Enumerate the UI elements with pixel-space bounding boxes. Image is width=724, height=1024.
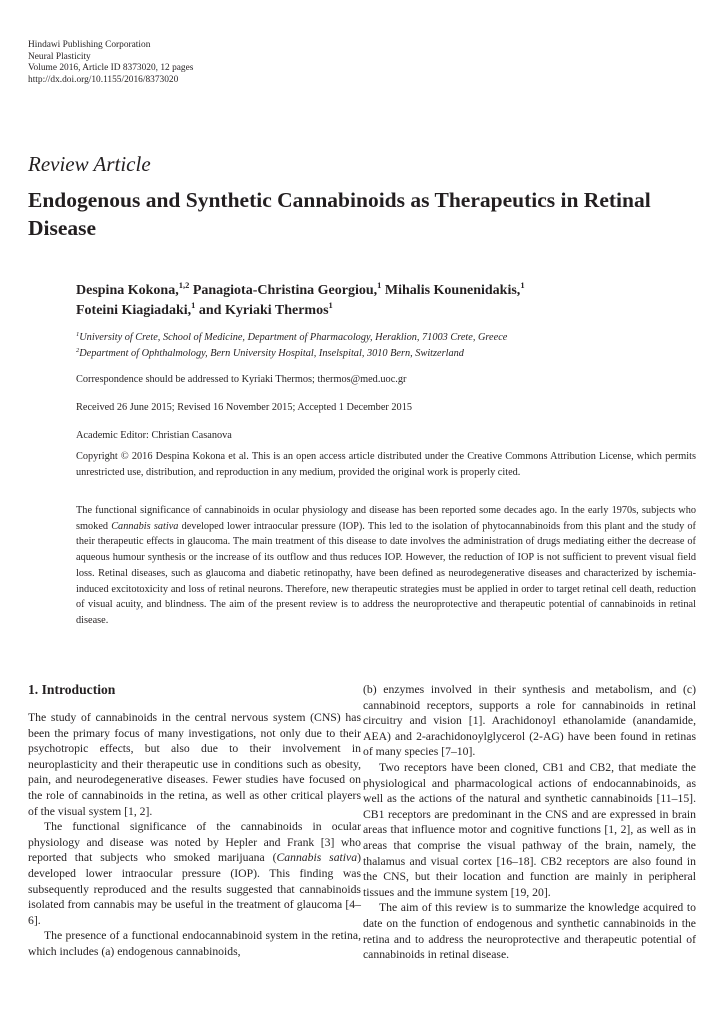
section-heading: 1. Introduction [28,682,116,697]
paper-title: Endogenous and Synthetic Cannabinoids as Therapeutics in Retinal Disease [28,188,651,240]
affiliations [76,330,696,361]
author-affil-mark: 1,2 [178,280,190,290]
body-paragraph: The study of cannabinoids in the central nervous system (CNS) has been the primary focus of many investigations, not only due to their psychotropic effects, but also due to their involvement in neuroplasticity and their therapeutic use in conditions such as obesity, pain, and neurodegenerative diseases. Fewer studies have focused on the role of cannabinoids in the retina, as well as other critical players of the visual system [1, 2]. [28,711,361,818]
author-name: and Kyriaki Thermos [195,303,329,318]
body-paragraph: The presence of a functional endocannabinoid system in the retina, which includes (a) endogenous cannabinoids, [28,929,361,958]
doi-link[interactable]: http://dx.doi.org/10.1155/2016/8373020 [28,74,179,85]
affiliation-2: $^2$Department of Ophthalmology, Bern University Hospital, Inselspital, 3010 Bern, Switzerland [76,346,464,359]
publisher-name: Hindawi Publishing Corporation [28,40,151,50]
journal-header [28,40,193,86]
author-name: Mihalis Kounenidakis, [381,283,521,298]
journal-name: Neural Plasticity [28,51,91,62]
body-paragraph: (b) enzymes involved in their synthesis and metabolism, and (c) cannabinoid receptors, supports a role for cannabinoids in retinal circuitry and vision [1]. Arachidonoyl ethanolamide (anandamide, AEA) and 2-arachidonoylglycerol (2-AG) have been found in retinas of many species [7–10]. [363,683,696,759]
author-affil-mark: 1 [377,280,382,290]
copyright-notice: Copyright © 2016 Despina Kokona et al. This is an open access article distributed under the Creative Commons Attribution License, which permits unrestricted use, distribution, and reproduction in any medium, provided the original work is properly cited. [76,451,696,478]
correspondence: Correspondence should be addressed to Kyriaki Thermos; thermos@med.uoc.gr [76,374,407,385]
author-name: Foteini Kiagiadaki, [76,303,192,318]
affiliation-1: $^1$University of Crete, School of Medicine, Department of Pharmacology, Heraklion, 71003 Crete, Greece [76,331,508,343]
academic-editor: Academic Editor: Christian Casanova [76,430,232,441]
body-paragraph: The functional significance of the cannabinoids in ocular physiology and disease was noted by Hepler and Frank [3] who reported that subjects who smoked marijuana (Cannabis sativa) developed lower intraocular pressure (IOP). This finding was subsequently reproduced and the results suggested that cannabinoids isolated from cannabis may be useful in the treatment of glaucoma [4–6]. [28,820,361,927]
species-name: Cannabis sativa [111,520,179,532]
volume-info: Volume 2016, Article ID 8373020, 12 pages [28,63,194,74]
dates: Received 26 June 2015; Revised 16 November 2015; Accepted 1 December 2015 [76,402,412,413]
body-column-left [28,682,361,960]
article-type: Review Article [28,152,151,176]
body-paragraph: The aim of this review is to summarize the knowledge acquired to date on the function of endogenous and synthetic cannabinoids in the retina and to address the neuroprotective and therapeutic potential of cannabinoids in retinal disease. [363,901,696,962]
body-paragraph: Two receptors have been cloned, CB1 and CB2, that mediate the physiological and pharmacological actions of endocannabinoids, as well as the actions of the natural and synthetic cannabinoids [11–15]. CB1 receptors are predominant in the CNS and are expressed in brain areas that influence motor and cognitive functions [1, 2], as well as in areas that comprise the visual pathway of the brain, namely, the thalamus and visual cortex [16–18]. CB2 receptors are also found in the CNS, but their location and function are mainly in peripheral tissues and the immune system [19, 20]. [363,760,696,899]
author-name: Panagiota-Christina Georgiou, [189,283,378,298]
abstract: The functional significance of cannabinoids in ocular physiology and disease has been reported some decades ago. In the early 1970s, subjects who smoked Cannabis sativa developed lower intraocular pressure (IOP). This led to the isolation of phytocannabinoids from this plant and the study of their therapeutic effects in glaucoma. The main treatment of this disease to date involves the administration of drugs mediating either the decrease of aqueous humour synthesis or the increase of its outflow and thus reduces IOP. However, the reduction of IOP is not sufficient to prevent visual field loss. Retinal diseases, such as glaucoma and diabetic retinopathy, have been defined as neurodegenerative diseases and characterized by ischemia-induced excitotoxicity and loss of retinal neurons. Therefore, new therapeutic strategies must be applied in order to target retinal cell death, reduction of visual acuity, and blindness. The aim of the present review is to address the neuroprotective and therapeutic potential of cannabinoids in retinal disease. [76,505,696,626]
author-affil-mark: 1 [191,300,196,310]
author-name: Despina Kokona, [76,283,179,298]
body-column-right [363,682,696,963]
author-affil-mark: 1 [328,300,333,310]
author-affil-mark: 1 [520,280,525,290]
author-list [76,281,696,321]
